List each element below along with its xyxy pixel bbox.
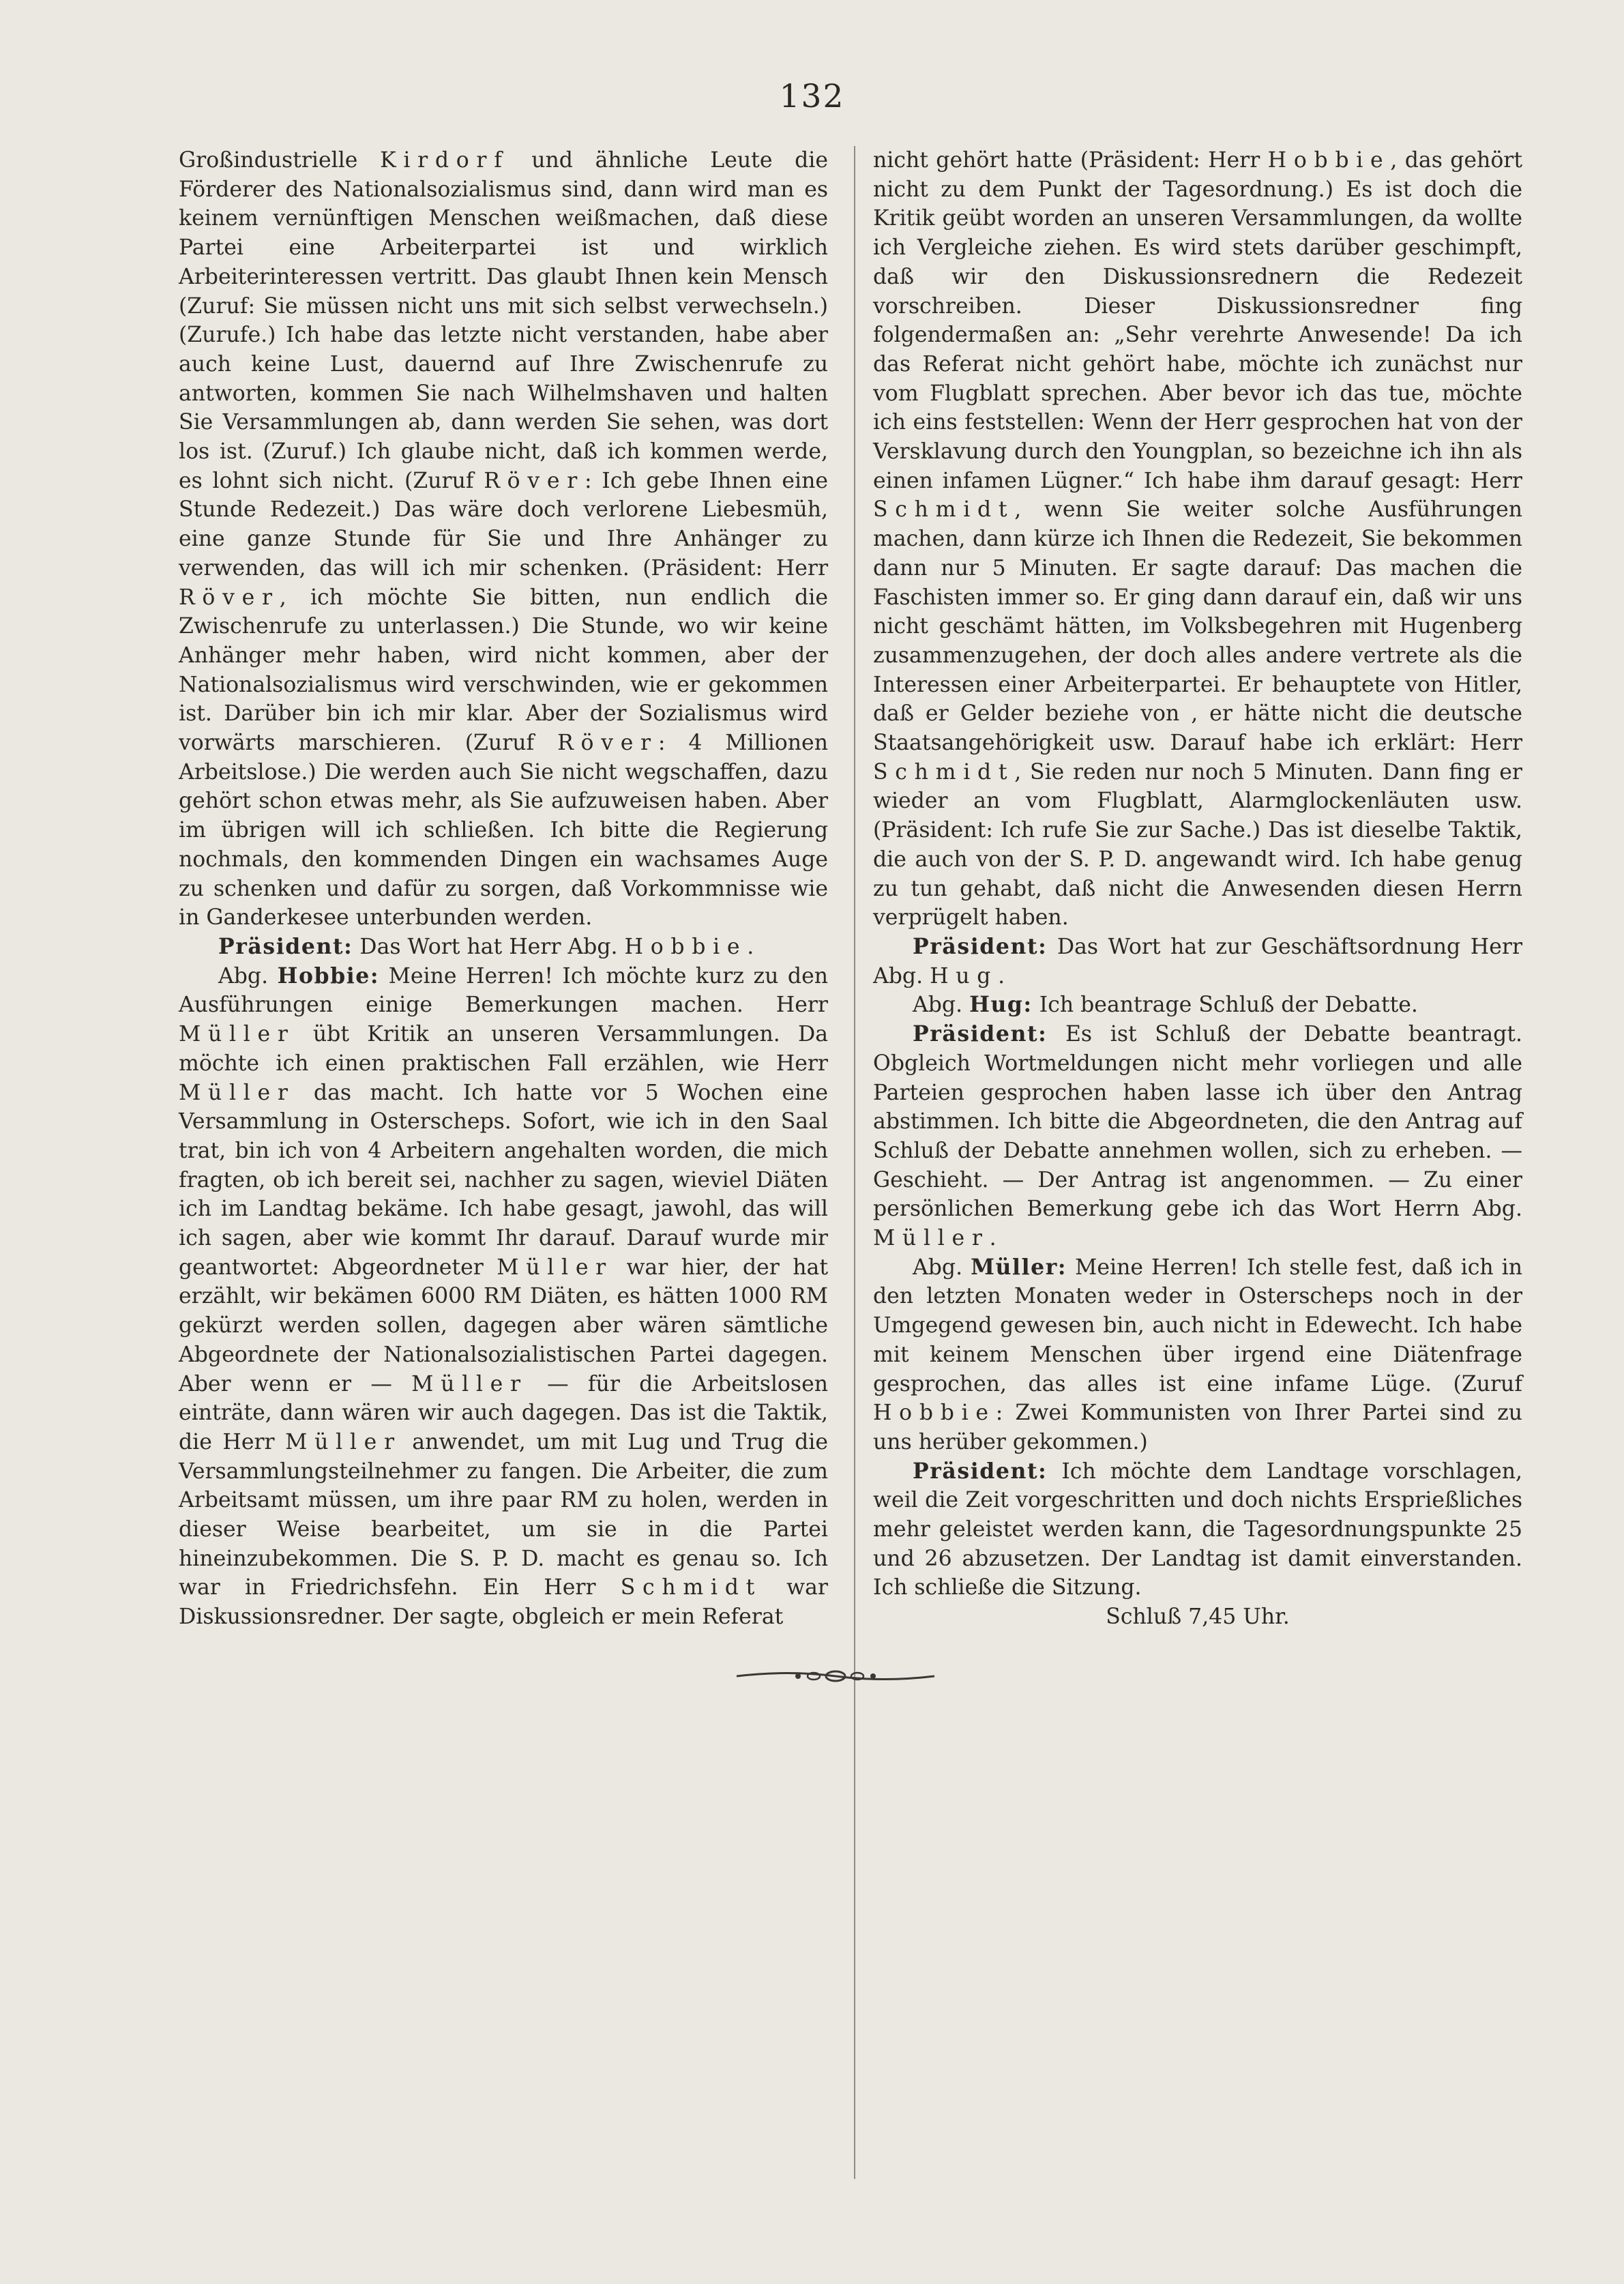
speaker-label: Präsident: [913,1458,1048,1484]
text-run: : 4 Millionen Arbeitslose.) Die werden auch Sie nicht wegschaffen, dazu gehört schon etwas mehr, als Sie aufzuweisen haben. Aber im übrigen will ich schließen. Ich bitte die Regierung nochmals, den kommenden Dingen ein wachsames Auge zu schenken und dafür zu sorgen, daß Vorkommnisse wie in Ganderkesee unterbunden werden. [179,731,828,931]
paragraph [873,1020,1522,1253]
text-run: Ich beantrage Schluß der Debatte. [1032,993,1418,1018]
speaker-label: Präsident: [913,1021,1048,1047]
speaker-label: Müller: [971,1254,1067,1280]
text-run: . [989,1226,996,1251]
spaced-name: Schmidt [873,497,1015,523]
spaced-name: Hug [930,963,999,989]
spaced-name: Hobbie [873,1401,996,1426]
text-run: , ich möchte Sie bitten, nun endlich die Zwischenrufe zu unterlassen.) Die Stunde, wo wir keine Anhänger mehr haben, wird nicht kommen, aber der Nationalsozialismus wird verschwinden, wie er gekommen ist. Darüber bin ich mir klar. Aber der Sozialismus wird vorwärts marschieren. (Zuruf [179,585,828,756]
spaced-name: Müller [873,1226,990,1251]
text-run: . [998,963,1005,989]
text-run: — für die Arbeitslosen einträte, dann wären wir auch dagegen. Das ist die Taktik, die Herr [179,1371,828,1454]
text-run: , das gehört nicht zu dem Punkt der Tagesordnung.) Es ist doch die Kritik geübt worden an unseren Versammlungen, da wollte ich Vergleiche ziehen. Es wird stets darüber geschimpft, daß wir den Diskussionsrednern die Redezeit vorschreiben. Dieser Diskussionsredner fing folgendermaßen an: „Sehr verehrte Anwesende! Da ich das Referat nicht gehört habe, möchte ich zunächst nur vom Flugblatt sprechen. Aber bevor ich das tue, möchte ich eins feststellen: Wenn der Herr gesprochen hat von der Versklavung durch den Youngplan, so bezeichne ich ihn als einen infamen Lügner.“ Ich habe ihm darauf gesagt: Herr [873,148,1522,493]
speaker-label: Präsident: [218,933,353,959]
spaced-name: Müller [411,1371,528,1396]
text-run: war Diskussionsredner. Der sagte, obgleich er mein Referat [179,1575,828,1630]
paragraph [179,933,828,962]
text-run: Ich möchte dem Landtage vorschlagen, weil die Zeit vorgeschritten und doch nichts Ersprießliches mehr geleistet werden kann, die Tagesordnungspunkte 25 und 26 abzusetzen. Der Landtag ist damit einverstanden. Ich schließe die Sitzung. [873,1459,1522,1600]
text-run: . [747,934,754,959]
speaker-label: Hobbie: [277,963,380,989]
text-run: nicht gehört hatte (Präsident: Herr [873,148,1268,173]
text-run: Großindustrielle [179,148,381,173]
text-run: Meine Herren! Ich möchte kurz zu den Ausführungen einige Bemerkungen machen. Herr [179,963,828,1018]
spaced-name: Schmidt [873,759,1015,785]
text-run: und ähnliche Leute die Förderer des Nationalsozialismus sind, dann wird man es keinem vernünftigen Menschen weißmachen, daß diese Partei eine Arbeiterpartei ist und wirklich Arbeiterinteressen vertritt. Das glaubt Ihnen kein Mensch (Zuruf: Sie müssen nicht uns mit sich selbst verwechseln.) (Zurufe.) Ich habe das letzte nicht verstanden, habe aber auch keine Lust, dauernd auf Ihre Zwischenrufe zu antworten, kommen Sie nach Wilhelmshaven und halten Sie Versammlungen ab, dann werden Sie sehen, was dort los ist. (Zuruf.) Ich glaube nicht, daß ich kommen werde, es lohnt sich nicht. (Zuruf [179,148,828,493]
text-run: war hier, der hat erzählt, wir bekämen 6000 RM Diäten, es hätten 1000 RM gekürzt werden sollen, dagegen aber wären sämtliche Abgeordnete der Nationalsozialistischen Partei dagegen. Aber wenn er — [179,1255,828,1396]
speaker-label: Präsident: [913,933,1048,959]
text-run: , Sie reden nur noch 5 Minuten. Dann fing er wieder an vom Flugblatt, Alarmglockenläuten usw. (Präsident: Ich rufe Sie zur Sache.) Das ist dieselbe Taktik, die auch von der S. P. D. angewandt wird. Ich habe genug zu tun gehabt, daß nicht die Anwesenden diesen Herrn verprügelt haben. [873,759,1522,931]
text-run: Abg. [218,963,278,989]
spaced-name: Hobbie [624,934,748,959]
spaced-name: Röver [484,468,585,493]
column-divider [854,146,855,2179]
spaced-name: Hobbie [1267,148,1391,173]
spaced-name: Müller [179,1022,295,1047]
speaker-label: Hug: [969,992,1033,1018]
spaced-name: Kirdorf [380,148,510,173]
paragraph [179,962,828,1632]
spaced-name: Röver [179,585,280,610]
left-column [179,146,828,1632]
paragraph [873,933,1522,991]
paragraph [873,991,1522,1020]
text-run: Das Wort hat Herr Abg. [353,934,625,959]
text-run: das macht. Ich hatte vor 5 Wochen eine Versammlung in Osterscheps. Sofort, wie ich in den Saal trat, bin ich von 4 Arbeitern angehalten worden, die mich fragten, ob ich bereit sei, nachher zu sagen, wieviel Diäten ich im Landtag bekäme. Ich habe gesagt, jawohl, das will ich sagen, aber wie kommt Ihr darauf. Darauf wurde mir geantwortet: Abgeordneter [179,1080,828,1280]
text-run: : Ich gebe Ihnen eine Stunde Redezeit.) Das wäre doch verlorene Liebesmüh, eine ganze Stunde für Sie und Ihre Anhänger zu verwenden, das will ich mir schenken. (Präsident: Herr [179,468,828,581]
paragraph [873,1457,1522,1603]
text-run: Es ist Schluß der Debatte beantragt. Obgleich Wortmeldungen nicht mehr vorliegen und alle Parteien gesprochen haben lasse ich über den Antrag abstimmen. Ich bitte die Abgeordneten, die den Antrag auf Schluß der Debatte annehmen wollen, sich zu erheben. — Geschieht. — Der Antrag ist angenommen. — Zu einer persönlichen Bemerkung gebe ich das Wort Herrn Abg. [873,1022,1522,1222]
text-run: , wenn Sie weiter solche Ausführungen machen, dann kürze ich Ihnen die Redezeit, Sie bekommen dann nur 5 Minuten. Er sagte darauf: Das machen die Faschisten immer so. Er ging dann darauf ein, daß wir uns nicht geschämt hätten, im Volksbegehren mit Hugenberg zusammenzugehen, der doch alles andere vertrete als die Interessen einer Arbeiterpartei. Er behauptete von Hitler, daß er Gelder beziehe von , er hätte nicht die deutsche Staatsangehörigkeit usw. Darauf habe ich erklärt: Herr [873,497,1522,756]
text-run: Schluß 7,45 Uhr. [1106,1605,1290,1630]
paragraph [179,146,828,933]
text-run: anwendet, um mit Lug und Trug die Versammlungsteilnehmer zu fangen. Die Arbeiter, die zum Arbeitsamt müssen, um ihre paar RM zu holen, werden in dieser Weise bearbeitet, um sie in die Partei hineinzubekommen. Die S. P. D. macht es genau so. Ich war in Friedrichsfehn. Ein Herr [179,1429,829,1600]
text-run: übt Kritik an unseren Versammlungen. Da möchte ich einen praktischen Fall erzählen, wie Herr [179,1022,828,1076]
text-run: : Zwei Kommunisten von Ihrer Partei sind zu uns herüber gekommen.) [873,1401,1522,1454]
spaced-name: Röver [557,731,658,756]
right-column [873,146,1522,1632]
closing-ornament [733,1666,938,1686]
text-run: Meine Herren! Ich stelle fest, daß ich in den letzten Monaten weder in Osterscheps noch in der Umgegend gewesen bin, auch nicht in Edewecht. Ich habe mit keinem Menschen über irgend eine Diätenfrage gesprochen, das alles ist eine infame Lüge. (Zuruf [873,1255,1523,1396]
paragraph [873,1602,1522,1632]
paragraph [873,1253,1522,1457]
text-run: Abg. [913,1255,971,1280]
paragraph [873,146,1522,933]
text-run: Abg. [913,993,970,1018]
spaced-name: Müller [497,1255,613,1280]
spaced-name: Müller [179,1080,295,1105]
spaced-name: Müller [285,1429,402,1454]
text-run: Das Wort hat zur Geschäftsordnung Herr Abg. [873,934,1522,989]
spaced-name: Schmidt [620,1575,762,1600]
page-number: 132 [779,78,845,115]
